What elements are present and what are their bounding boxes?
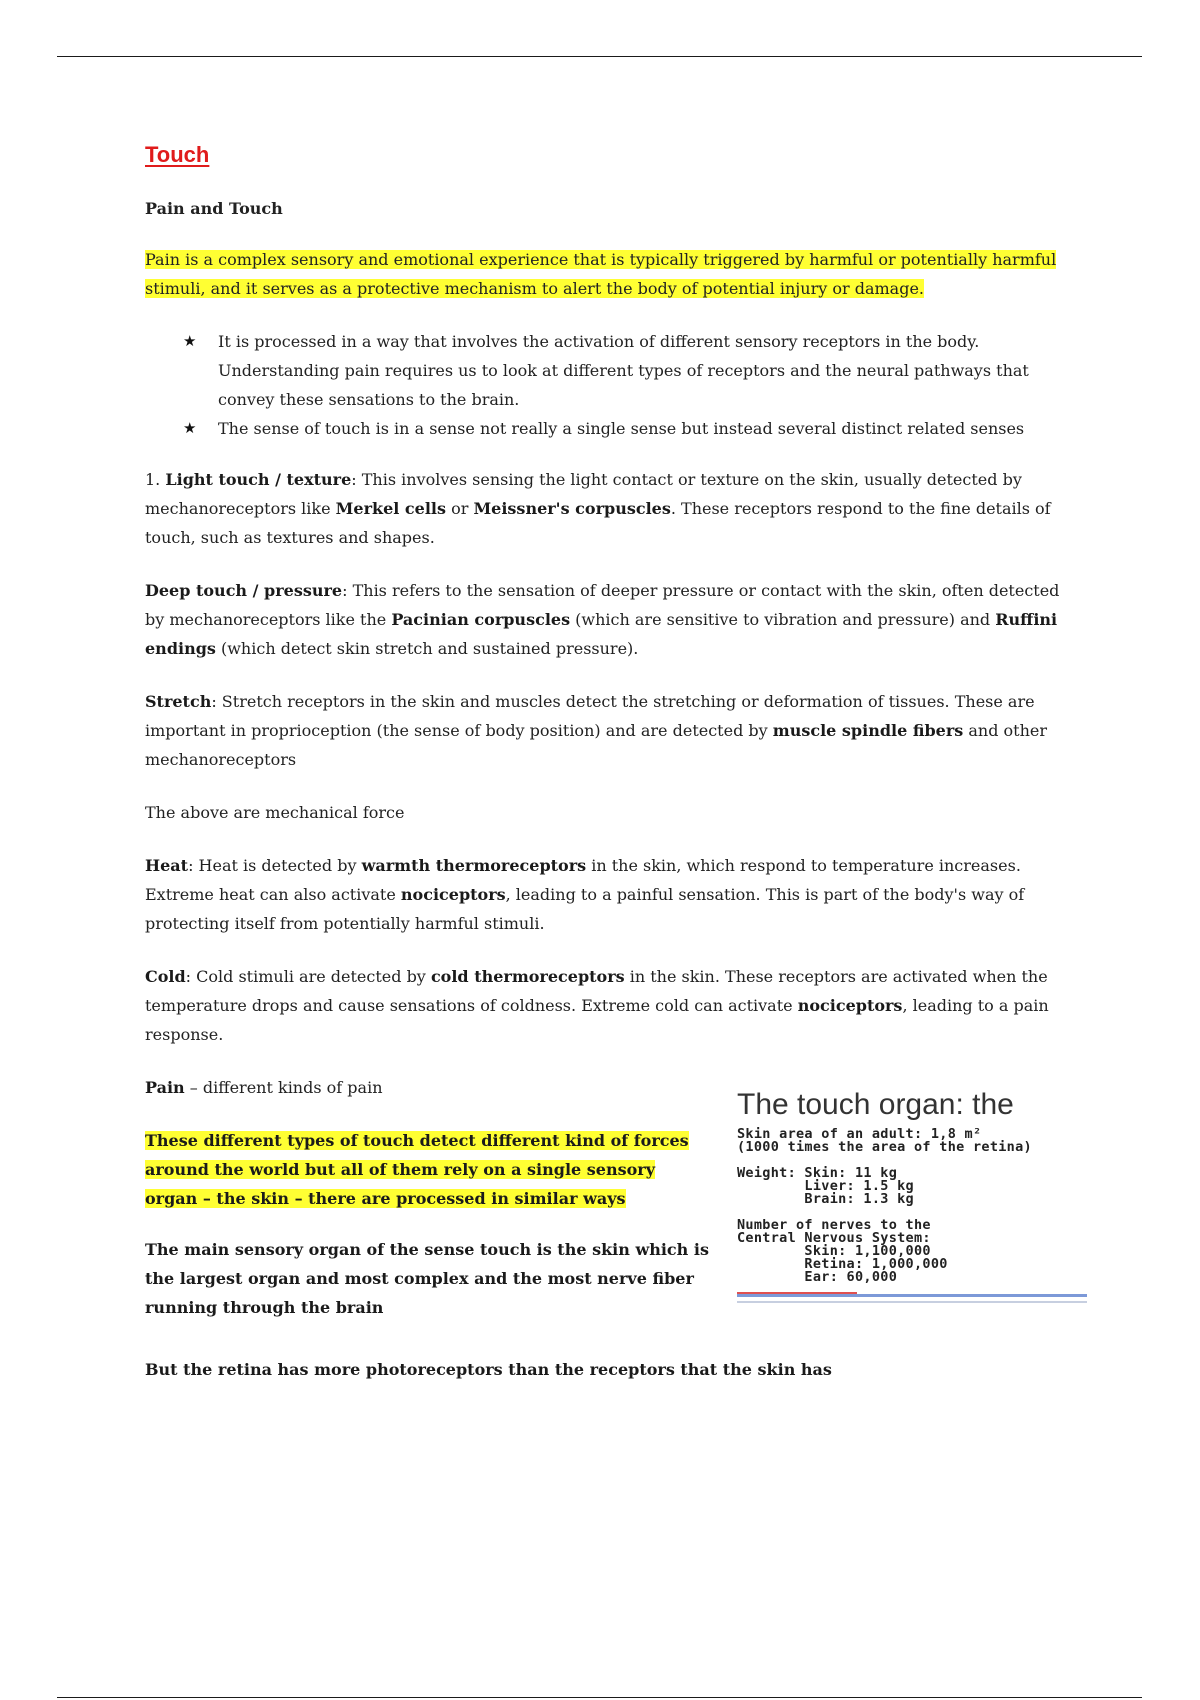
- figure-divider-faint: [737, 1301, 1087, 1303]
- deep-touch-text: (which are sensitive to vibration and pressure) and: [570, 610, 996, 629]
- touch-organ-figure: [737, 1088, 1087, 1314]
- nociceptors-term: nociceptors: [797, 996, 903, 1015]
- figure-line: Liver: 1.5 kg: [737, 1178, 914, 1194]
- figure-cut-title: The touch organ: the: [737, 1088, 1014, 1121]
- star-bullet-icon: ★: [183, 332, 197, 350]
- figure-line: Central Nervous System:: [737, 1230, 931, 1246]
- top-rule: [57, 56, 1142, 57]
- intro-highlight: Pain is a complex sensory and emotional experience that is typically triggered by harmful or potentially harmful stimuli, and it serves as a protective mechanism to alert the body of potential injury or damage.: [145, 250, 1057, 298]
- skin-text-column: [145, 1126, 710, 1344]
- page-title: Touch: [145, 142, 210, 167]
- stretch-paragraph: [145, 687, 1080, 774]
- retina-note: But the retina has more photoreceptors than the receptors that the skin has: [145, 1360, 832, 1379]
- skin-section: [145, 1088, 1080, 1341]
- heat-term: Heat: [145, 856, 189, 875]
- cold-text: : Cold stimuli are detected by: [185, 967, 431, 986]
- stretch-text: : Stretch receptors in the skin and muscles detect the stretching or deformation of tissues. These are important in proprioception (the sense of body position) and are detected by: [145, 692, 1035, 740]
- light-touch-text: or: [446, 499, 474, 518]
- figure-line: Number of nerves to the: [737, 1217, 931, 1233]
- light-touch-paragraph: [145, 465, 1080, 552]
- cold-text: in the skin. These receptors are activated when the temperature drops and cause sensations of coldness. Extreme cold can activate: [145, 967, 1048, 1015]
- bullet-text: The sense of touch is in a sense not really a single sense but instead several distinct related senses: [218, 419, 1025, 438]
- cold-thermoreceptors-term: cold thermoreceptors: [430, 967, 625, 986]
- section-subtitle: Pain and Touch: [145, 199, 283, 218]
- forces-highlight: These different types of touch detect different kind of forces around the world but all of them rely on a single sensory organ – the skin – there are processed in similar ways: [145, 1131, 689, 1208]
- bullet-list: [145, 327, 1080, 443]
- pain-kinds-text: – different kinds of pain: [184, 1078, 383, 1097]
- heat-text: : Heat is detected by: [188, 856, 362, 875]
- deep-touch-term: Deep touch / pressure: [145, 581, 343, 600]
- cold-term: Cold: [145, 967, 186, 986]
- cold-text: , leading to a pain response.: [145, 996, 1049, 1044]
- intro-paragraph: [145, 245, 1080, 303]
- figure-line: Weight: Skin: 11 kg: [737, 1165, 898, 1181]
- heat-paragraph: [145, 851, 1080, 938]
- pacinian-term: Pacinian corpuscles: [391, 610, 571, 629]
- forces-paragraph: [145, 1126, 710, 1213]
- light-touch-term: Light touch / texture: [165, 470, 352, 489]
- stretch-term: Stretch: [145, 692, 212, 711]
- figure-line: Retina: 1,000,000: [737, 1256, 948, 1272]
- figure-divider-accent: [737, 1292, 857, 1294]
- star-bullet-icon: ★: [183, 419, 197, 437]
- deep-touch-paragraph: [145, 576, 1080, 663]
- list-number: 1.: [145, 470, 161, 489]
- meissner-term: Meissner's corpuscles: [473, 499, 671, 518]
- bullet-item: [183, 327, 1080, 414]
- merkel-term: Merkel cells: [335, 499, 446, 518]
- figure-line: Ear: 60,000: [737, 1269, 898, 1285]
- muscle-spindle-term: muscle spindle fibers: [772, 721, 964, 740]
- main-organ-paragraph: The main sensory organ of the sense touch is the skin which is the largest organ and most complex and the most nerve fiber running through the brain: [145, 1240, 709, 1317]
- figure-line: (1000 times the area of the retina): [737, 1139, 1032, 1155]
- heat-text: in the skin, which respond to temperature increases. Extreme heat can also activate: [145, 856, 1021, 904]
- figure-line: Brain: 1.3 kg: [737, 1191, 914, 1207]
- nociceptors-term: nociceptors: [400, 885, 506, 904]
- figure-line: Skin: 1,100,000: [737, 1243, 931, 1259]
- deep-touch-text: (which detect skin stretch and sustained pressure).: [215, 639, 639, 658]
- light-touch-text: . These receptors respond to the fine details of touch, such as textures and shapes.: [145, 499, 1051, 547]
- warmth-thermoreceptors-term: warmth thermoreceptors: [361, 856, 587, 875]
- bullet-text: It is processed in a way that involves the activation of different sensory receptors in the body. Understanding pain requires us to look at different types of receptors and the neural pathways that convey these sensations to the brain.: [218, 332, 1029, 409]
- heat-text: , leading to a painful sensation. This is part of the body's way of protecting itself from potentially harmful stimuli.: [145, 885, 1025, 933]
- mechanical-note: The above are mechanical force: [145, 803, 405, 822]
- ruffini-term: Ruffini endings: [145, 610, 1058, 658]
- bottom-rule: [57, 1697, 1142, 1698]
- cold-paragraph: [145, 962, 1080, 1049]
- light-touch-text: : This involves sensing the light contact or texture on the skin, usually detected by mechanoreceptors like: [145, 470, 1022, 518]
- figure-line: Skin area of an adult: 1,8 m²: [737, 1126, 982, 1142]
- figure-divider: [737, 1294, 1087, 1297]
- document-body: [145, 140, 1080, 1408]
- pain-term: Pain: [145, 1078, 185, 1097]
- stretch-text: and other mechanoreceptors: [145, 721, 1048, 769]
- deep-touch-text: : This refers to the sensation of deeper pressure or contact with the skin, often detected by mechanoreceptors like the: [145, 581, 1060, 629]
- bullet-item: [183, 414, 1080, 443]
